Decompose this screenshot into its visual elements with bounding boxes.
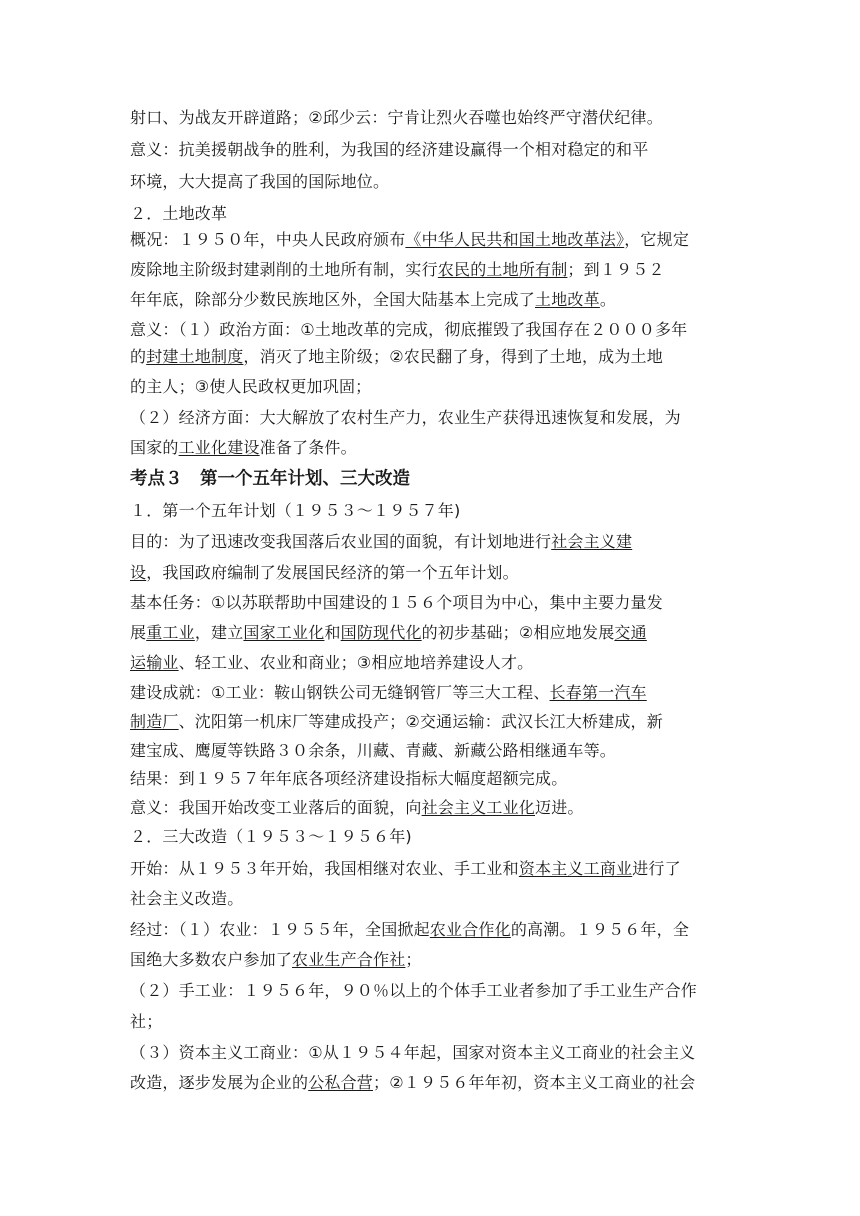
underlined-term: 封建土地制度 (146, 347, 244, 366)
text-line (130, 769, 740, 789)
text-segment: 的高潮。１９５６年，全 (510, 920, 690, 939)
text-line (130, 920, 740, 940)
text-segment: ，消灭了地主阶级；②农民翻了身，得到了土地，成为土地 (243, 347, 663, 366)
text-segment: 概况：１９５０年，中央人民政府颁布 (130, 230, 406, 249)
text-line (130, 408, 740, 428)
text-segment: 、轻工业、农业和商业；③相应地培养建设人才。 (178, 653, 534, 672)
text-line (130, 230, 740, 250)
underlined-term: 国家工业化 (243, 623, 325, 642)
underlined-term: 运输业 (130, 653, 179, 672)
text-segment: 准备了条件。 (259, 438, 357, 457)
text-line (130, 172, 740, 192)
underlined-term: 工业化建设 (178, 438, 260, 457)
underlined-term: 国防现代化 (340, 623, 422, 642)
text-segment: 意义：我国开始改变工业落后的面貌，向 (130, 798, 422, 817)
text-segment: 社会主义改造。 (130, 889, 244, 908)
underlined-term: 农业生产合作社 (292, 950, 406, 969)
text-segment: （３）资本主义工商业：①从１９５４年起，国家对资本主义工商业的社会主义 (130, 1043, 696, 1062)
text-segment: 、沈阳第一机床厂等建成投产；②交通运输：武汉长江大桥建成，新 (178, 712, 663, 731)
text-segment: ２．三大改造（１９５３～１９５６年) (130, 827, 412, 846)
text-segment: 年年底，除部分少数民族地区外，全国大陆基本上完成了 (130, 290, 536, 309)
underlined-term: 《中华人民共和国土地改革法》 (405, 230, 625, 249)
text-segment: ，它规定 (624, 230, 690, 249)
underlined-term: 设 (130, 563, 147, 582)
text-line (130, 108, 740, 128)
underlined-term: 农业合作化 (429, 920, 511, 939)
text-segment: 的 (130, 347, 147, 366)
text-segment: ２．土地改革 (130, 204, 228, 223)
text-line (130, 683, 740, 703)
text-segment: 展 (130, 623, 147, 642)
underlined-term: 公私合营 (308, 1073, 374, 1092)
text-line (130, 889, 740, 909)
underlined-term: 资本主义工商业 (518, 859, 633, 878)
text-segment: 进行了 (632, 859, 681, 878)
text-segment: ； (405, 950, 422, 969)
text-line (130, 501, 740, 521)
text-segment: 迈进。 (535, 798, 584, 817)
text-segment: 国家的 (130, 438, 179, 457)
text-segment: （２）经济方面：大大解放了农村生产力，农业生产获得迅速恢复和发展，为 (130, 408, 681, 427)
text-segment: 经过：（１）农业：１９５５年，全国掀起 (130, 920, 430, 939)
text-line (130, 438, 740, 458)
text-line (130, 320, 740, 340)
text-line (130, 653, 740, 673)
section-heading: 考点３ 第一个五年计划、三大改造 (130, 469, 410, 489)
text-line (130, 593, 740, 613)
text-line (130, 981, 740, 1001)
text-line (130, 260, 740, 280)
text-line (130, 950, 740, 970)
text-line (130, 204, 740, 224)
underlined-term: 制造厂 (130, 712, 179, 731)
text-segment: 建宝成、鹰厦等铁路３０余条，川藏、青藏、新藏公路相继通车等。 (130, 741, 617, 760)
text-segment: 目的：为了迅速改变我国落后农业国的面貌，有计划地进行 (130, 532, 552, 551)
underlined-term: 社会主义建 (551, 532, 633, 551)
underlined-term: 长春第一汽车 (549, 683, 647, 702)
text-segment: 射口、为战友开辟道路；②邱少云：宁肯让烈火吞噬也始终严守潜伏纪律。 (130, 108, 663, 127)
text-line (130, 712, 740, 732)
text-segment: 建设成就：①工业：鞍山钢铁公司无缝钢管厂等三大工程、 (130, 683, 550, 702)
text-line (130, 377, 740, 397)
text-segment: 社； (130, 1012, 163, 1031)
text-line (130, 741, 740, 761)
text-segment: ，我国政府编制了发展国民经济的第一个五年计划。 (146, 563, 519, 582)
text-line (130, 140, 740, 160)
text-line (130, 563, 740, 583)
text-line (130, 290, 740, 310)
text-segment: 改造，逐步发展为企业的 (130, 1073, 309, 1092)
text-line (130, 798, 740, 818)
text-segment: 意义：抗美援朝战争的胜利，为我国的经济建设赢得一个相对稳定的和平 (130, 140, 649, 159)
text-line (130, 1012, 740, 1032)
text-segment: 国绝大多数农户参加了 (130, 950, 293, 969)
text-segment: 基本任务：①以苏联帮助中国建设的１５６个项目为中心，集中主要力量发 (130, 593, 663, 612)
underlined-term: 社会主义工业化 (421, 798, 536, 817)
underlined-term: 土地改革 (535, 290, 600, 309)
text-line (130, 1073, 740, 1093)
text-segment: 结果：到１９５７年年底各项经济建设指标大幅度超额完成。 (130, 769, 568, 788)
text-segment: 。 (599, 290, 617, 309)
text-line (130, 347, 740, 367)
text-segment: （２）手工业：１９５６年，９０％以上的个体手工业者参加了手工业生产合作 (130, 981, 698, 1000)
text-segment: 和 (324, 623, 341, 642)
text-segment: ；到１９５２ (567, 260, 665, 279)
text-line (130, 859, 740, 879)
text-segment: ，建立 (194, 623, 244, 642)
text-line (130, 623, 740, 643)
underlined-term: 交通 (614, 623, 647, 642)
text-segment: 废除地主阶级封建剥削的土地所有制，实行 (130, 260, 438, 279)
underlined-term: 重工业 (146, 623, 195, 642)
text-segment: 环境，大大提高了我国的国际地位。 (130, 172, 390, 191)
text-segment: 的主人；③使人民政权更加巩固； (130, 377, 372, 396)
underlined-term: 农民的土地所有制 (437, 260, 568, 279)
text-line (130, 1043, 740, 1063)
text-segment: ；②１９５６年年初，资本主义工商业的社会 (373, 1073, 696, 1092)
text-segment: １．第一个五年计划（１９５３～１９５７年) (130, 501, 461, 520)
text-segment: 意义：（１）政治方面：①土地改革的完成，彻底摧毁了我国存在２０００多年 (130, 320, 688, 339)
text-segment: 的初步基础；②相应地发展 (421, 623, 615, 642)
text-segment: 开始：从１９５３年开始，我国相继对农业、手工业和 (130, 859, 519, 878)
text-line (130, 827, 740, 847)
text-line (130, 532, 740, 552)
